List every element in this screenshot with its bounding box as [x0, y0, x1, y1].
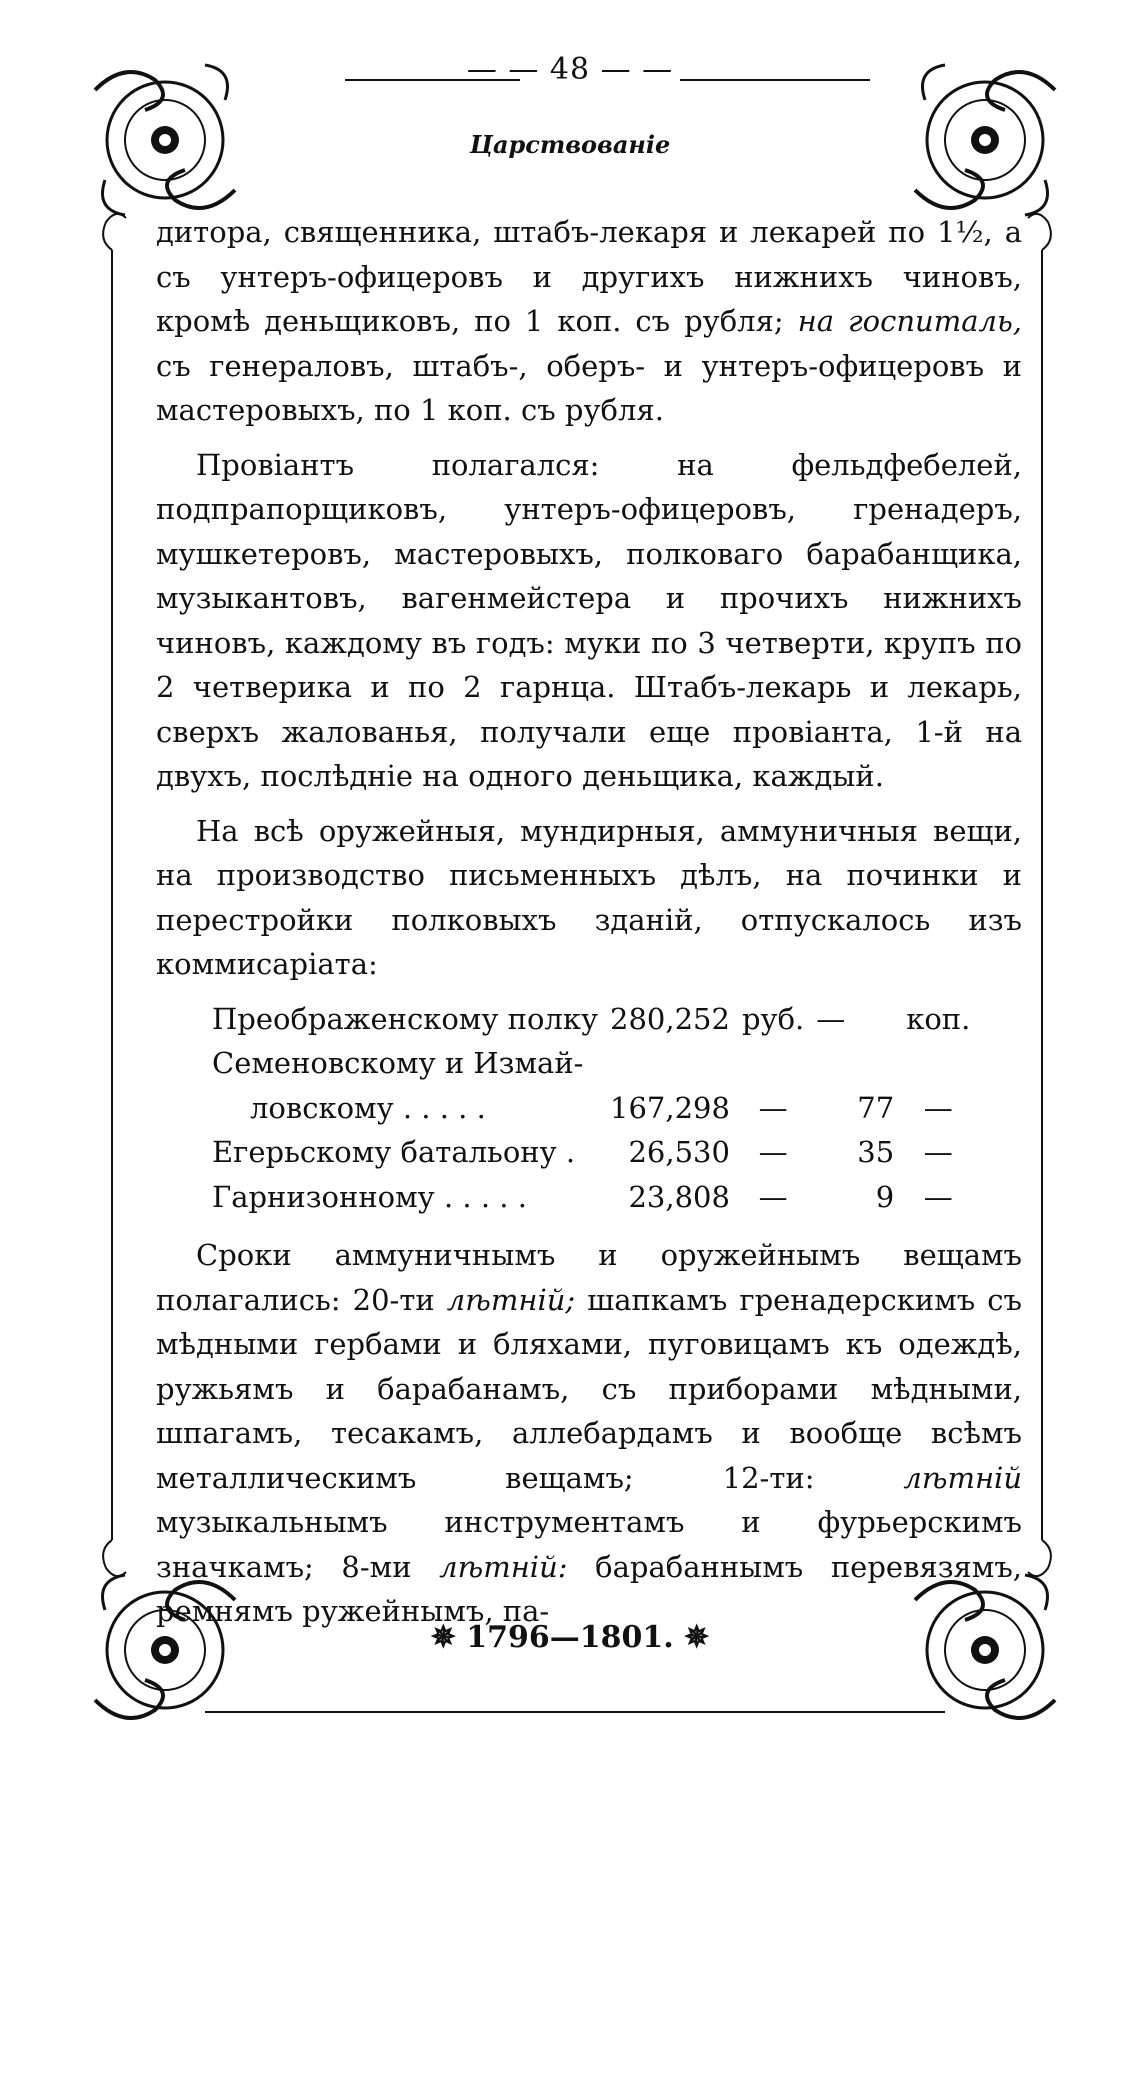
table-row [206, 1086, 976, 1131]
paragraph-1-emphasis: на госпиталь, [797, 304, 1022, 338]
paragraph-4-text-3: музыкальнымъ инструментамъ и фурьерскимъ значкамъ; 8-ми [156, 1505, 1022, 1584]
rubles-unit: — [758, 1090, 788, 1125]
star-icon: ✵ [684, 1620, 710, 1655]
kopeks-unit: — [923, 1179, 953, 1214]
body-text [156, 210, 1022, 1644]
kopeks-value: 77 [857, 1090, 895, 1125]
regiment-name: Семеновскому и Измай- [212, 1046, 584, 1080]
kopeks-unit: — [923, 1090, 953, 1125]
rubles-unit: — [758, 1135, 788, 1169]
paragraph-1-text: дитора, священника, штабъ-лекаря и лекарей по 1½, а съ унтеръ-офицеровъ и другихъ нижнихъ чиновъ, кромѣ деньщиковъ, по 1 коп. съ рубля; [156, 215, 1022, 338]
allocation-table [206, 997, 976, 1220]
star-icon: ✵ [430, 1620, 456, 1655]
rubles-unit: — [758, 1179, 788, 1214]
kopeks-value: 9 [875, 1179, 895, 1214]
table-row [206, 1041, 976, 1086]
regiment-name: Егерьскому батальону . [212, 1135, 576, 1169]
rubles-value: 167,298 [610, 1090, 730, 1125]
paragraph-4 [156, 1233, 1022, 1634]
page-number: — — 48 — — [466, 52, 674, 87]
footer-years [0, 1620, 1140, 1655]
table-row [206, 1175, 976, 1220]
kopeks-value: 35 [857, 1135, 895, 1169]
kopeks-unit: — [923, 1135, 953, 1169]
paragraph-4-emphasis-3: лѣтній: [439, 1549, 568, 1584]
dash: — [816, 1001, 846, 1036]
regiment-name: Преображенскому полку [212, 1001, 599, 1036]
regiment-name: ловскому . . . . . [250, 1090, 486, 1125]
kopeks-value [851, 997, 900, 1042]
paragraph-1 [156, 210, 1022, 433]
paragraph-4-text-4: барабаннымъ перевязямъ, ремнямъ ружейнымъ, па- [156, 1549, 1023, 1628]
paragraph-4-emphasis-2: лѣтній [903, 1460, 1022, 1495]
rubles-value: 280,252 [610, 1001, 730, 1036]
table-row [206, 997, 976, 1042]
regiment-name: Гарнизонному . . . . . [212, 1179, 527, 1214]
paragraph-4-text-2: шапкамъ гренадерскимъ съ мѣдными гербами и бляхами, пуговицамъ къ одеждѣ, ружьямъ и барабанамъ, съ приборами мѣдными, шпагамъ, тесакамъ, аллебардамъ и вообще всѣмъ металлическимъ вещамъ; 12-ти: [156, 1282, 1022, 1495]
paragraph-4-text-1: Сроки аммуничнымъ и оружейнымъ вещамъ полагались: 20-ти [156, 1238, 1022, 1317]
paragraph-1-text-cont: съ генераловъ, штабъ-, оберъ- и унтеръ-офицеровъ и мастеровыхъ, по 1 коп. съ рубля. [156, 348, 1022, 427]
rubles-value: 26,530 [628, 1135, 730, 1169]
page-number-value: 48 [549, 52, 591, 87]
paragraph-4-emphasis-1: лѣтній; [446, 1282, 576, 1317]
rubles-value: 23,808 [628, 1179, 730, 1214]
table-row [206, 1130, 976, 1175]
footer-years-text: 1796—1801. [466, 1620, 674, 1655]
rubles-unit: руб. [741, 1001, 805, 1036]
paragraph-3: На всѣ оружейныя, мундирныя, аммуничныя вещи, на производство письменныхъ дѣлъ, на починки и перестройки полковыхъ зданій, отпускалось изъ коммисаріата: [156, 813, 1022, 981]
paragraph-2: Провіантъ полагался: на фельдфебелей, подпрапорщиковъ, унтеръ-офицеровъ, гренадеръ, мушкетеровъ, мастеровыхъ, полковаго барабанщика, музыкантовъ, вагенмейстера и прочихъ нижнихъ чиновъ, каждому въ годъ: муки по 3 четверти, крупъ по 2 четверика и по 2 гарнца. Штабъ-лекарь и лекарь, сверхъ жалованья, получали еще провіанта, 1-й на двухъ, послѣдніе на одного деньщика, каждый. [156, 447, 1022, 793]
running-title: Царствованіе [469, 130, 671, 159]
kopeks-unit: коп. [906, 1001, 971, 1036]
